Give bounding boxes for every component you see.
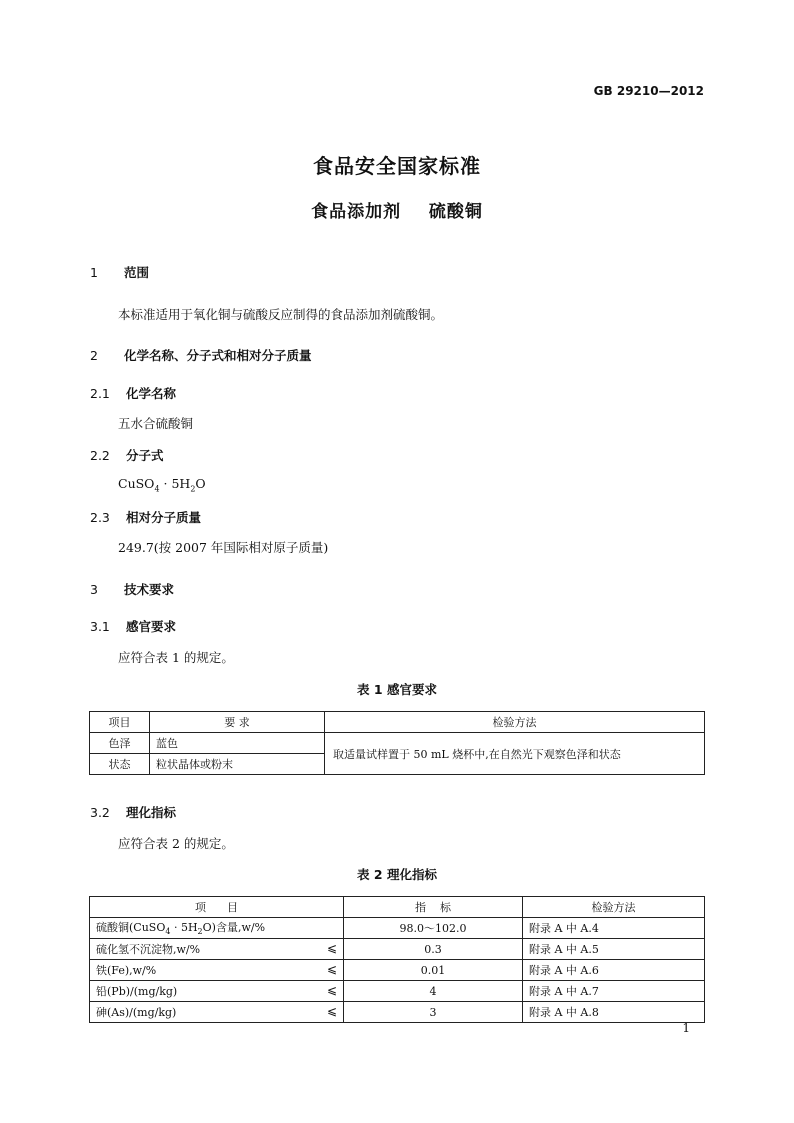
table-cell: 附录 A 中 A.4 <box>523 918 705 939</box>
table-cell: 粒状晶体或粉末 <box>150 754 325 775</box>
table-1-sensory <box>89 711 705 775</box>
table-header-cell: 指 标 <box>344 897 523 918</box>
table-cell: 砷(As)/(mg/kg) ⩽ <box>90 1002 344 1023</box>
section-3-2-heading: 3.2 理化指标 <box>90 805 177 820</box>
section-3-1-text: 应符合表 1 的规定。 <box>118 650 234 665</box>
table-row <box>90 960 705 981</box>
table-row <box>90 981 705 1002</box>
table-cell: 硫化氢不沉淀物,w/% ⩽ <box>90 939 344 960</box>
le-symbol: ⩽ <box>326 983 337 997</box>
table-row <box>90 897 705 918</box>
table-cell: 硫酸铜(CuSO$_4$ · $5H_2O$)含量,w/% <box>90 918 344 939</box>
table-cell: 4 <box>344 981 523 1002</box>
table-cell: 取适量试样置于 50 mL 烧杯中,在自然光下观察色泽和状态 <box>325 733 705 775</box>
le-symbol: ⩽ <box>326 1004 337 1018</box>
chemical-name: 五水合硫酸铜 <box>118 416 194 431</box>
table-header-cell: 检验方法 <box>523 897 705 918</box>
table-header-cell: 项 目 <box>90 897 344 918</box>
section-3-heading: 3 技术要求 <box>90 582 175 597</box>
table-cell: 铁(Fe),w/% ⩽ <box>90 960 344 981</box>
table-cell: 附录 A 中 A.5 <box>523 939 705 960</box>
table-1-caption: 表 1 感官要求 <box>357 682 437 697</box>
molecular-mass: 249.7(按 2007 年国际相对原子质量) <box>118 540 329 555</box>
table-header-cell: 要 求 <box>150 712 325 733</box>
section-3-1-heading: 3.1 感官要求 <box>90 619 177 634</box>
table-row <box>90 939 705 960</box>
table-row <box>90 918 705 939</box>
table-2-physicochemical <box>89 896 705 1023</box>
table-cell: 0.3 <box>344 939 523 960</box>
table-header-cell: 检验方法 <box>325 712 705 733</box>
le-symbol: ⩽ <box>326 962 337 976</box>
table-cell: 附录 A 中 A.8 <box>523 1002 705 1023</box>
table-cell: 附录 A 中 A.6 <box>523 960 705 981</box>
table-cell: 3 <box>344 1002 523 1023</box>
table-cell: 铅(Pb)/(mg/kg) ⩽ <box>90 981 344 1002</box>
table-cell: 98.0～102.0 <box>344 918 523 939</box>
document-subtitle: 食品添加剂 硫酸铜 <box>311 202 483 222</box>
table-row <box>90 733 705 754</box>
table-2-caption: 表 2 理化指标 <box>357 867 437 882</box>
document-title: 食品安全国家标准 <box>313 154 481 178</box>
table-header-cell: 项目 <box>90 712 150 733</box>
section-2-1-heading: 2.1 化学名称 <box>90 386 177 401</box>
section-2-2-heading: 2.2 分子式 <box>90 448 164 463</box>
table-cell: 附录 A 中 A.7 <box>523 981 705 1002</box>
table-cell: 蓝色 <box>150 733 325 754</box>
table-cell: 色泽 <box>90 733 150 754</box>
section-1-heading: 1 范围 <box>90 265 150 280</box>
section-1-text: 本标准适用于氧化铜与硫酸反应制得的食品添加剂硫酸铜。 <box>118 307 444 322</box>
section-3-2-text: 应符合表 2 的规定。 <box>118 836 234 851</box>
molecular-formula: CuSO$_4$ · $5H_2O$ <box>118 476 206 494</box>
table-row <box>90 1002 705 1023</box>
table-row <box>90 712 705 733</box>
section-2-heading: 2 化学名称、分子式和相对分子质量 <box>90 348 312 363</box>
section-2-3-heading: 2.3 相对分子质量 <box>90 510 202 525</box>
table-cell: 0.01 <box>344 960 523 981</box>
le-symbol: ⩽ <box>326 941 337 955</box>
page-number: 1 <box>682 1021 690 1035</box>
standard-code: GB 29210—2012 <box>593 84 704 98</box>
table-cell: 状态 <box>90 754 150 775</box>
